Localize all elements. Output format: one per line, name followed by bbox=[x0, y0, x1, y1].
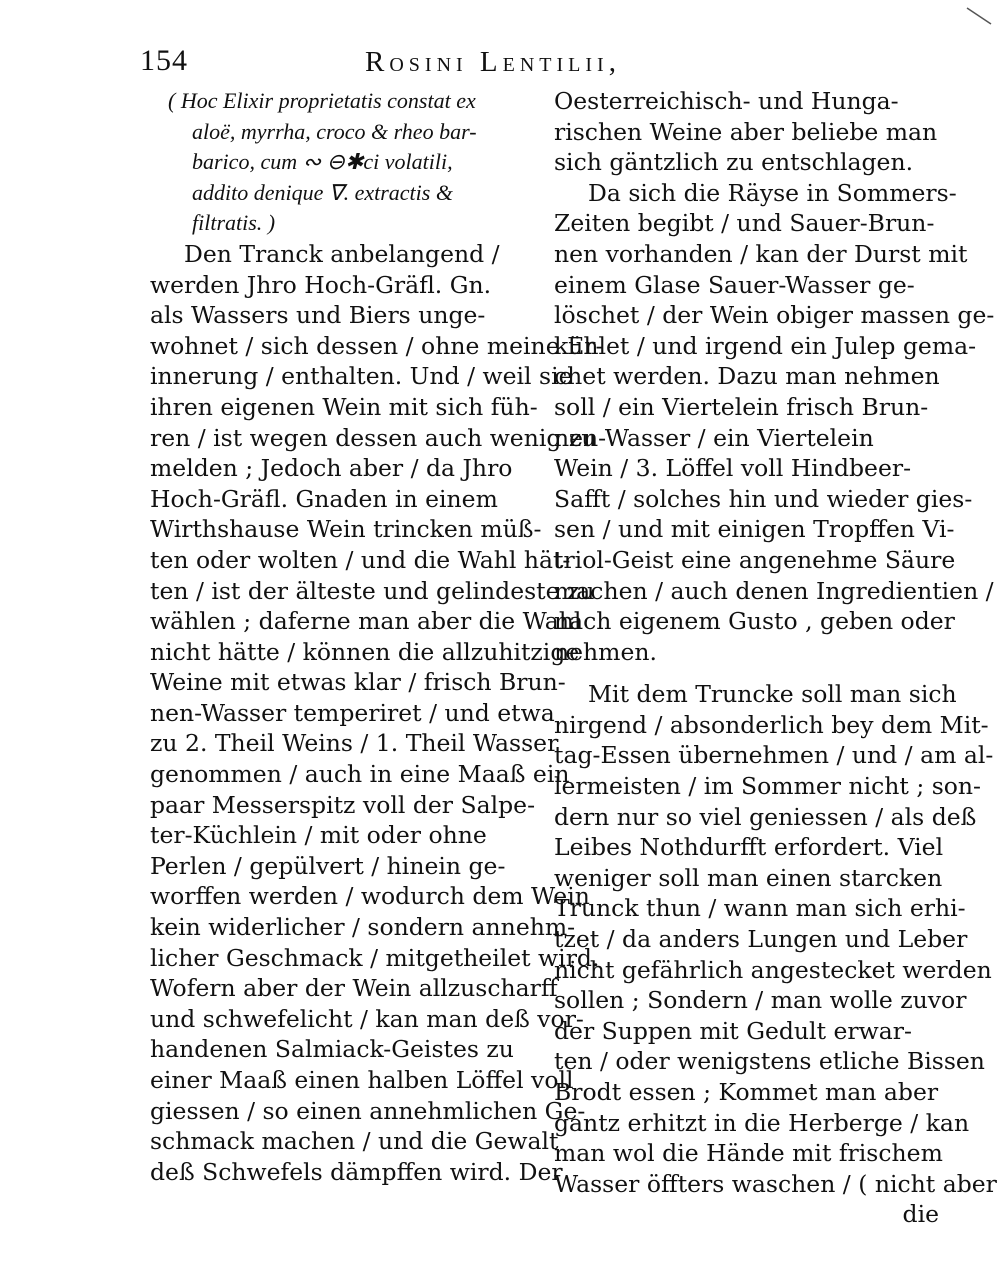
text-line: soll / ein Viertelein frisch Brun- bbox=[554, 392, 929, 421]
text-line: und schwefelicht / kan man deß vor- bbox=[150, 1004, 584, 1033]
text-line: Brodt essen ; Kommet man aber bbox=[554, 1078, 939, 1106]
text-line: nehmen. bbox=[554, 637, 657, 666]
text-line: nen-Wasser / ein Viertelein bbox=[554, 423, 874, 452]
left-body-text bbox=[150, 239, 604, 1187]
right-column bbox=[554, 86, 997, 1230]
text-line: sen / und mit einigen Tropffen Vi- bbox=[554, 515, 955, 544]
text-line: Den Tranck anbelangend / bbox=[184, 239, 500, 268]
text-line: Safft / solches hin und wieder gies- bbox=[554, 484, 973, 513]
text-line: Perlen / gepülvert / hinein ge- bbox=[150, 851, 506, 880]
running-title: Rosini Lentilii, bbox=[365, 46, 621, 78]
text-line: gantz erhitzt in die Herberge / kan bbox=[554, 1108, 970, 1137]
text-line: sich gäntzlich zu entschlagen. bbox=[554, 148, 914, 177]
text-line: Mit dem Truncke soll man sich bbox=[588, 680, 957, 709]
text-line: ren / ist wegen dessen auch wenig zu bbox=[150, 423, 597, 452]
text-line: einer Maaß einen halben Löffel voll bbox=[150, 1066, 574, 1094]
text-line: schmack machen / und die Gewalt bbox=[150, 1127, 559, 1156]
text-line: löschet / der Wein obiger massen ge- bbox=[554, 301, 995, 330]
text-line: handenen Salmiack-Geistes zu bbox=[150, 1035, 514, 1064]
text-line: ter-Küchlein / mit oder ohne bbox=[150, 821, 487, 850]
text-line: ten / ist der älteste und gelindeste zu bbox=[150, 576, 595, 605]
text-line: Wasser öffters waschen / ( nicht aber bbox=[554, 1169, 997, 1198]
text-line: dern nur so viel geniessen / als deß bbox=[554, 802, 977, 831]
text-line: Wirthshause Wein trincken müß- bbox=[150, 515, 542, 544]
text-line: wohnet / sich dessen / ohne meine Er- bbox=[150, 331, 604, 360]
latin-note-line: addito denique ∇. extractis & bbox=[192, 179, 453, 205]
left-column bbox=[150, 86, 604, 1187]
right-body-text-2 bbox=[554, 679, 997, 1199]
latin-note-line: filtratis. ) bbox=[192, 210, 276, 236]
text-line: weniger soll man einen starcken bbox=[554, 863, 943, 892]
text-line: triol-Geist eine angenehme Säure bbox=[554, 545, 956, 574]
text-line: Leibes Nothdurfft erfordert. Viel bbox=[554, 833, 944, 862]
text-line: Zeiten begibt / und Sauer-Brun- bbox=[554, 209, 935, 238]
text-line: zu 2. Theil Weins / 1. Theil Wasser bbox=[150, 729, 559, 758]
text-line: einem Glase Sauer-Wasser ge- bbox=[554, 270, 915, 299]
text-line: genommen / auch in eine Maaß ein bbox=[150, 760, 570, 789]
text-line: ten / oder wenigstens etliche Bissen bbox=[554, 1047, 985, 1076]
right-body-text bbox=[554, 86, 995, 667]
text-line: rischen Weine aber beliebe man bbox=[554, 117, 938, 146]
text-line: nach eigenem Gusto , geben oder bbox=[554, 607, 955, 636]
text-line: lermeisten / im Sommer nicht ; son- bbox=[554, 772, 981, 801]
text-line: chet werden. Dazu man nehmen bbox=[554, 362, 940, 391]
text-line: wählen ; daferne man aber die Wahl bbox=[150, 607, 582, 636]
latin-note-line: aloë, myrrha, croco & rheo bar- bbox=[192, 118, 477, 144]
page-number: 154 bbox=[140, 44, 188, 77]
text-line: licher Geschmack / mitgetheilet wird. bbox=[150, 943, 600, 972]
text-line: nen-Wasser temperiret / und etwa bbox=[150, 698, 555, 727]
text-line: Wein / 3. Löffel voll Hindbeer- bbox=[554, 454, 912, 483]
text-line: machen / auch denen Ingredientien / bbox=[554, 576, 994, 605]
text-line: Wofern aber der Wein allzuscharff bbox=[150, 974, 558, 1003]
text-line: tag-Essen übernehmen / und / am al- bbox=[554, 741, 994, 770]
text-line: der Suppen mit Gedult erwar- bbox=[554, 1016, 912, 1045]
text-line: man wol die Hände mit frischem bbox=[554, 1139, 943, 1168]
text-line: Hoch-Gräfl. Gnaden in einem bbox=[150, 484, 498, 513]
text-line: nirgend / absonderlich bey dem Mit- bbox=[554, 710, 989, 739]
text-line: werden Jhro Hoch-Gräfl. Gn. bbox=[150, 270, 492, 299]
text-line: tzet / da anders Lungen und Leber bbox=[554, 925, 968, 954]
text-line: ihren eigenen Wein mit sich füh- bbox=[150, 392, 538, 421]
text-line: deß Schwefels dämpffen wird. Der bbox=[150, 1157, 563, 1186]
text-line: worffen werden / wodurch dem Wein bbox=[150, 882, 590, 911]
text-line: als Wassers und Biers unge- bbox=[150, 301, 486, 330]
text-line: giessen / so einen annehmlichen Ge- bbox=[150, 1096, 586, 1125]
text-line: kein widerlicher / sondern annehm- bbox=[150, 913, 576, 942]
text-line: kühlet / und irgend ein Julep gema- bbox=[554, 331, 977, 360]
text-line: Da sich die Räyse in Sommers- bbox=[588, 178, 957, 207]
text-line: melden ; Jedoch aber / da Jhro bbox=[150, 454, 513, 483]
text-line: sollen ; Sondern / man wolle zuvor bbox=[554, 986, 967, 1015]
text-line: nicht gefährlich angestecket werden bbox=[554, 955, 992, 984]
text-line: ten oder wolten / und die Wahl hät- bbox=[150, 545, 571, 574]
page-header bbox=[140, 44, 940, 84]
latin-note-line: barico, cum ∾ ⊖✱ci volatili, bbox=[192, 149, 453, 175]
text-line: paar Messerspitz voll der Salpe- bbox=[150, 790, 536, 819]
text-line: Weine mit etwas klar / frisch Brun- bbox=[150, 668, 566, 697]
catchword: die bbox=[902, 1200, 939, 1229]
text-line: Oesterreichisch- und Hunga- bbox=[554, 87, 899, 115]
paragraph-gap bbox=[554, 667, 939, 679]
latin-note-line: ( Hoc Elixir proprietatis constat ex bbox=[168, 88, 476, 113]
text-line: nen vorhanden / kan der Durst mit bbox=[554, 239, 968, 268]
text-line: innerung / enthalten. Und / weil sie bbox=[150, 362, 573, 391]
text-line: nicht hätte / können die allzuhitzige bbox=[150, 637, 580, 666]
text-line: Trunck thun / wann man sich erhi- bbox=[554, 894, 966, 923]
page-corner-mark bbox=[965, 6, 993, 26]
